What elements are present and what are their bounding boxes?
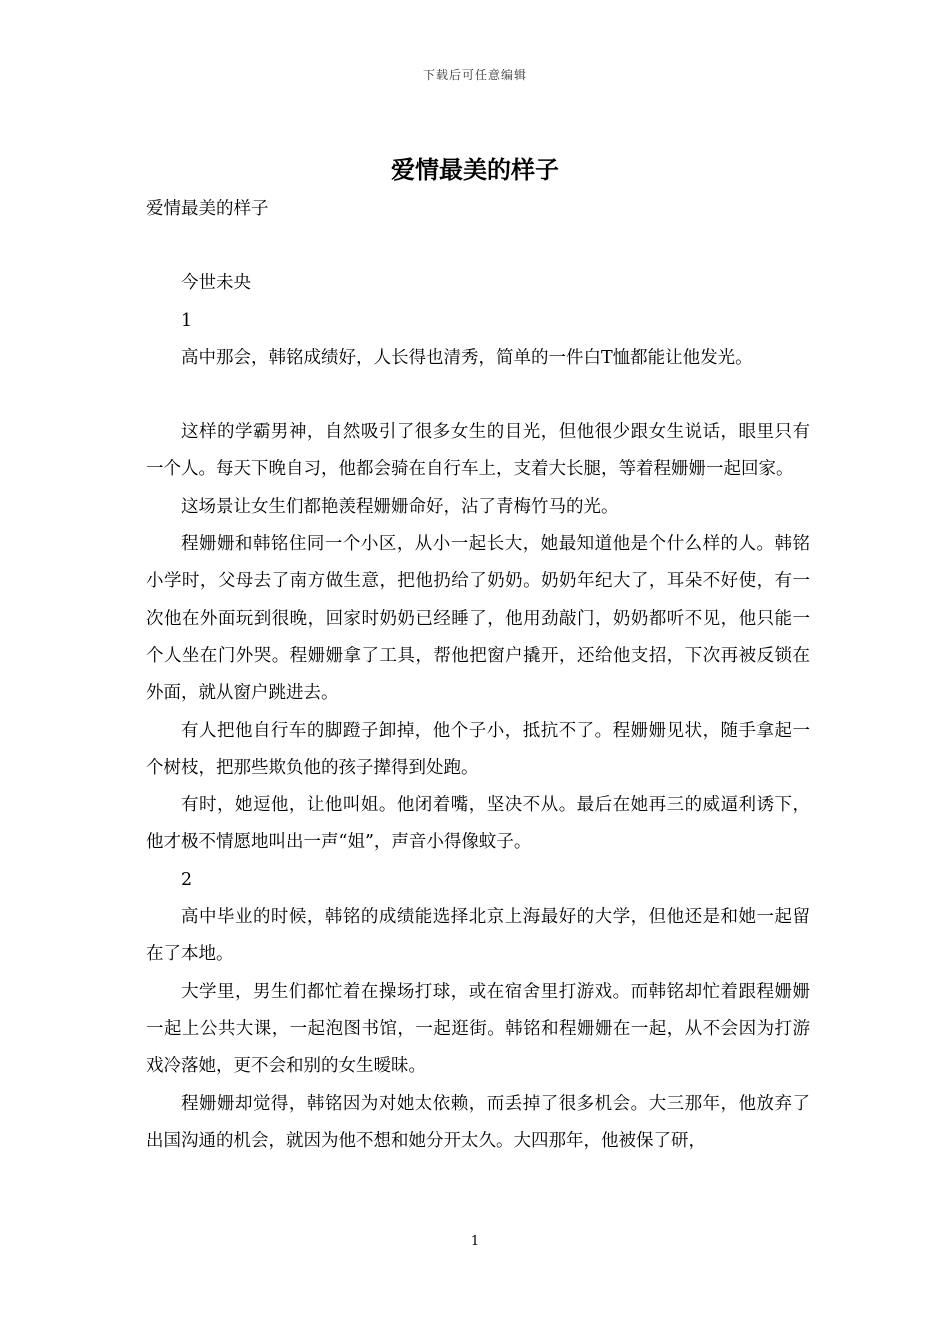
section-number: 1 xyxy=(181,310,193,331)
body-paragraph: 高中那会，韩铭成绩好，人长得也清秀，简单的一件白T恤都能让他发光。 xyxy=(181,347,753,368)
body-paragraph: 高中毕业的时候，韩铭的成绩能选择北京上海最好的大学，但他还是和她一起留在了本地。 xyxy=(146,907,810,965)
body-paragraph: 有时，她逗他，让他叫姐。他闭着嘴，坚决不从。最后在她再三的威逼利诱下，他才极不情愿地叫出一声“姐”，声音小得像蚊子。 xyxy=(146,795,810,853)
body-paragraph: 程姗姗和韩铭住同一个小区，从小一起长大，她最知道他是个什么样的人。韩铭小学时，父母去了南方做生意，把他扔给了奶奶。奶奶年纪大了，耳朵不好使，有一次他在外面玩到很晚，回家时奶奶已经睡了，他用劲敲门，奶奶都听不见，他只能一个人坐在门外哭。程姗姗拿了工具，帮他把窗户撬开，还给他支招，下次再被反锁在外面，就从窗户跳进去。 xyxy=(146,534,810,704)
section-number: 2 xyxy=(181,869,193,890)
author-line: 今世未央 xyxy=(181,273,251,294)
body-paragraph: 这样的学霸男神，自然吸引了很多女生的目光，但他很少跟女生说话，眼里只有一个人。每天下晚自习，他都会骑在自行车上，支着大长腿，等着程姗姗一起回家。 xyxy=(146,422,810,480)
document-body xyxy=(146,191,810,1160)
body-paragraph: 有人把他自行车的脚蹬子卸掉，他个子小，抵抗不了。程姗姗见状，随手拿起一个树枝，把那些欺负他的孩子撵得到处跑。 xyxy=(146,720,810,778)
page-number: 1 xyxy=(470,1234,480,1249)
subtitle-paragraph: 爱情最美的样子 xyxy=(146,199,269,219)
body-paragraph: 大学里，男生们都忙着在操场打球，或在宿舍里打游戏。而韩铭却忙着跟程姗姗一起上公共大课，一起泡图书馆，一起逛街。韩铭和程姗姗在一起，从不会因为打游戏冷落她，更不会和别的女生暧昧。 xyxy=(146,981,810,1077)
page-header-note: 下载后可任意编辑 xyxy=(422,68,527,82)
body-paragraph: 程姗姗却觉得，韩铭因为对她太依赖，而丢掉了很多机会。大三那年，他放弃了出国沟通的机会，就因为他不想和她分开太久。大四那年，他被保了研， xyxy=(146,1093,810,1151)
document-title: 爱情最美的样子 xyxy=(391,155,559,184)
body-paragraph: 这场景让女生们都艳羡程姗姗命好，沾了青梅竹马的光。 xyxy=(181,496,619,517)
